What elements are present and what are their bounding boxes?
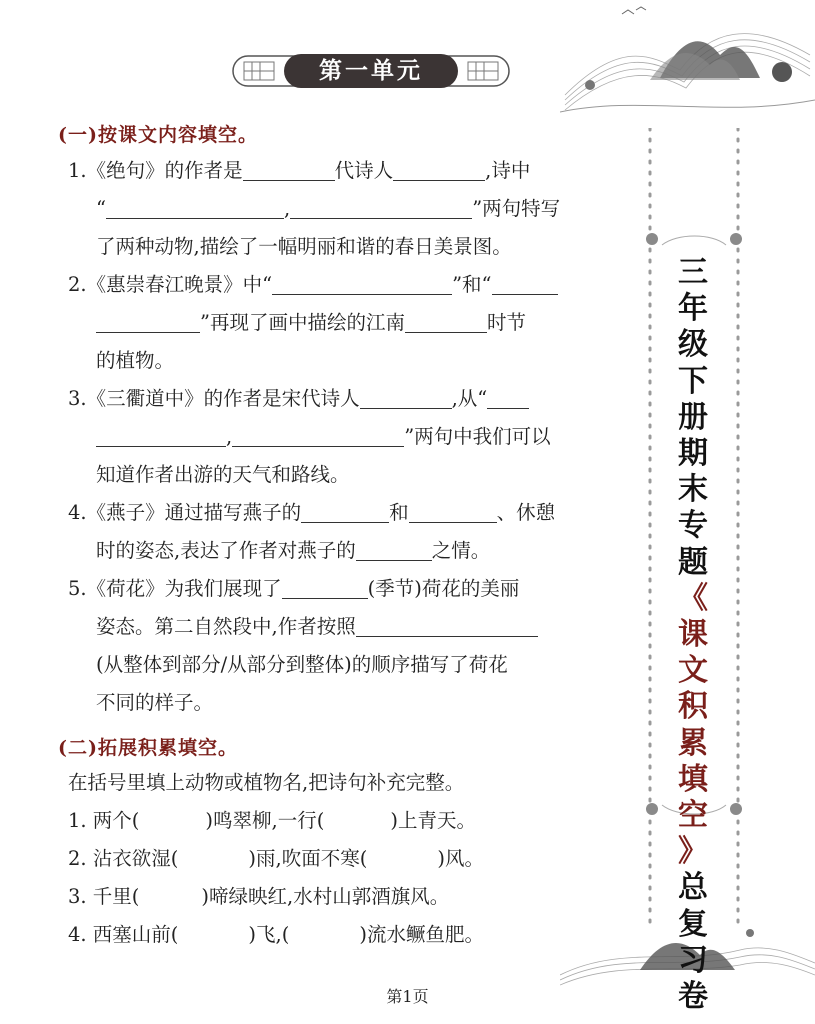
blank[interactable] [282, 572, 368, 599]
blank[interactable] [393, 154, 485, 181]
s1-item2-line3: 的植物。 [96, 349, 175, 372]
s1-item1-line2: “ , ”两句特写 [96, 190, 560, 228]
blank[interactable] [405, 306, 487, 333]
s1-item3-line2: , ”两句中我们可以 [96, 418, 551, 456]
s1-item5-line4: 不同的样子。 [96, 691, 214, 714]
section1-heading: (一)按课文内容填空。 [58, 124, 258, 146]
blank[interactable] [301, 496, 389, 523]
page-number: 第1页 [386, 987, 429, 1006]
unit-title: 第一单元 [319, 57, 423, 84]
side-title-top: 三 年 级 下 册 期 末 专 题 [678, 255, 708, 580]
blank[interactable] [492, 268, 558, 295]
cloud-ornament-top [642, 225, 746, 255]
s1-item4-line1: 4.《燕子》通过描写燕子的 和 、休憩 [68, 494, 555, 532]
s1-item3-line1: 3.《三衢道中》的作者是宋代诗人 ,从“ [68, 380, 529, 418]
blank[interactable] [272, 268, 452, 295]
mountain-decoration-top [560, 0, 815, 120]
blank[interactable] [356, 610, 538, 637]
side-title-bottom: 总 复 习 卷 [678, 870, 708, 1015]
s2-item3: 3. 千里( )啼绿映红,水村山郭酒旗风。 [68, 885, 450, 908]
blank[interactable] [487, 382, 529, 409]
s1-item1-line3: 了两种动物,描绘了一幅明丽和谐的春日美景图。 [96, 235, 512, 258]
s2-item1: 1. 两个( )鸣翠柳,一行( )上青天。 [68, 809, 476, 832]
blank[interactable] [243, 154, 335, 181]
side-title [667, 255, 719, 1015]
s1-item5-line2: 姿态。第二自然段中,作者按照 [96, 608, 538, 646]
blank[interactable] [96, 420, 226, 447]
blank[interactable] [106, 192, 284, 219]
s2-item2: 2. 沾衣欲湿( )雨,吹面不寒( )风。 [68, 847, 484, 870]
s1-item5-line1: 5.《荷花》为我们展现了 (季节)荷花的美丽 [68, 570, 519, 608]
blank[interactable] [356, 534, 432, 561]
blank[interactable] [290, 192, 472, 219]
side-title-red: 《 课 文 积 累 填 空 》 [678, 580, 708, 870]
s1-item4-line2: 时的姿态,表达了作者对燕子的 之情。 [96, 532, 490, 570]
section2-instruction: 在括号里填上动物或植物名,把诗句补充完整。 [68, 771, 465, 794]
blank[interactable] [409, 496, 497, 523]
s1-item1-line1: 1.《绝句》的作者是 代诗人 ,诗中 [68, 152, 530, 190]
s1-item2-line2: ”再现了画中描绘的江南 时节 [96, 304, 526, 342]
blank[interactable] [232, 420, 404, 447]
s1-item3-line3: 知道作者出游的天气和路线。 [96, 463, 350, 486]
s1-item5-line3: (从整体到部分/从部分到整体)的顺序描写了荷花 [96, 653, 508, 676]
s1-item2-line1: 2.《惠崇春江晚景》中“ ”和“ [68, 266, 558, 304]
blank[interactable] [360, 382, 452, 409]
blank[interactable] [96, 306, 200, 333]
section2-heading: (二)拓展积累填空。 [58, 737, 238, 759]
s2-item4: 4. 西塞山前( )飞,( )流水鳜鱼肥。 [68, 923, 484, 946]
